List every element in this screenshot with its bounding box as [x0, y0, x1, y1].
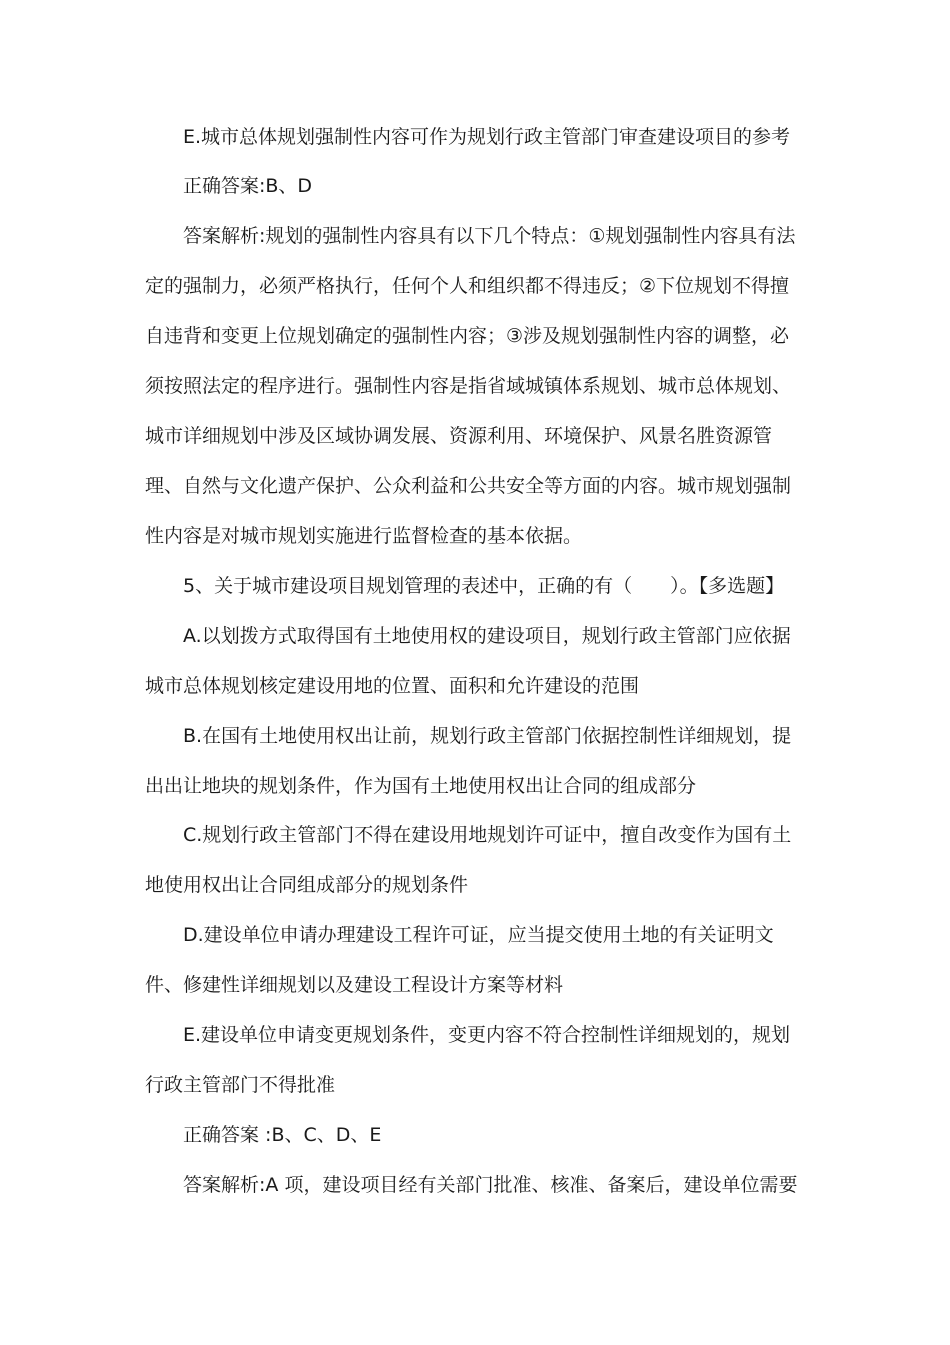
explanation-q4-line-3: 自违背和变更上位规划确定的强制性内容；③涉及规划强制性内容的调整，必	[145, 325, 790, 347]
option-a-q5-line-1: A.以划拨方式取得国有土地使用权的建设项目，规划行政主管部门应依据	[183, 625, 791, 647]
option-c-q5-line-2: 地使用权出让合同组成部分的规划条件	[145, 874, 469, 896]
explanation-q4-line-6: 理、自然与文化遗产保护、公众利益和公共安全等方面的内容。城市规划强制	[145, 475, 792, 497]
option-c-q5-line-1: C.规划行政主管部门不得在建设用地规划许可证中，擅自改变作为国有土	[183, 824, 792, 846]
explanation-q5-line-1: 答案解析:A 项，建设项目经有关部门批准、核准、备案后，建设单位需要	[183, 1174, 798, 1196]
option-e-q4: E.城市总体规划强制性内容可作为规划行政主管部门审查建设项目的参考	[183, 126, 791, 148]
option-b-q5-line-2: 出出让地块的规划条件，作为国有土地使用权出让合同的组成部分	[145, 775, 697, 797]
option-d-q5-line-2: 件、修建性详细规划以及建设工程设计方案等材料	[145, 974, 564, 996]
answer-q4: 正确答案:B、D	[183, 175, 313, 197]
option-e-q5-line-1: E.建设单位申请变更规划条件，变更内容不符合控制性详细规划的，规划	[183, 1024, 791, 1046]
option-a-q5-line-2: 城市总体规划核定建设用地的位置、面积和允许建设的范围	[145, 675, 640, 697]
question-5-stem: 5、关于城市建设项目规划管理的表述中，正确的有（ ）。【多选题】	[183, 575, 785, 597]
explanation-q4-line-5: 城市详细规划中涉及区域协调发展、资源利用、环境保护、风景名胜资源管	[145, 425, 773, 447]
option-b-q5-line-1: B.在国有土地使用权出让前，规划行政主管部门依据控制性详细规划，提	[183, 725, 792, 747]
explanation-q4-line-4: 须按照法定的程序进行。强制性内容是指省域城镇体系规划、城市总体规划、	[145, 375, 792, 397]
option-d-q5-line-1: D.建设单位申请办理建设工程许可证，应当提交使用土地的有关证明文	[183, 924, 774, 946]
option-e-q5-line-2: 行政主管部门不得批准	[145, 1074, 336, 1096]
explanation-q4-line-2: 定的强制力，必须严格执行，任何个人和组织都不得违反；②下位规划不得擅	[145, 275, 790, 297]
explanation-q4-line-1: 答案解析:规划的强制性内容具有以下几个特点：①规划强制性内容具有法	[183, 225, 796, 247]
answer-q5: 正确答案 :B、C、D、E	[183, 1124, 382, 1146]
explanation-q4-line-7: 性内容是对城市规划实施进行监督检查的基本依据。	[145, 525, 583, 547]
